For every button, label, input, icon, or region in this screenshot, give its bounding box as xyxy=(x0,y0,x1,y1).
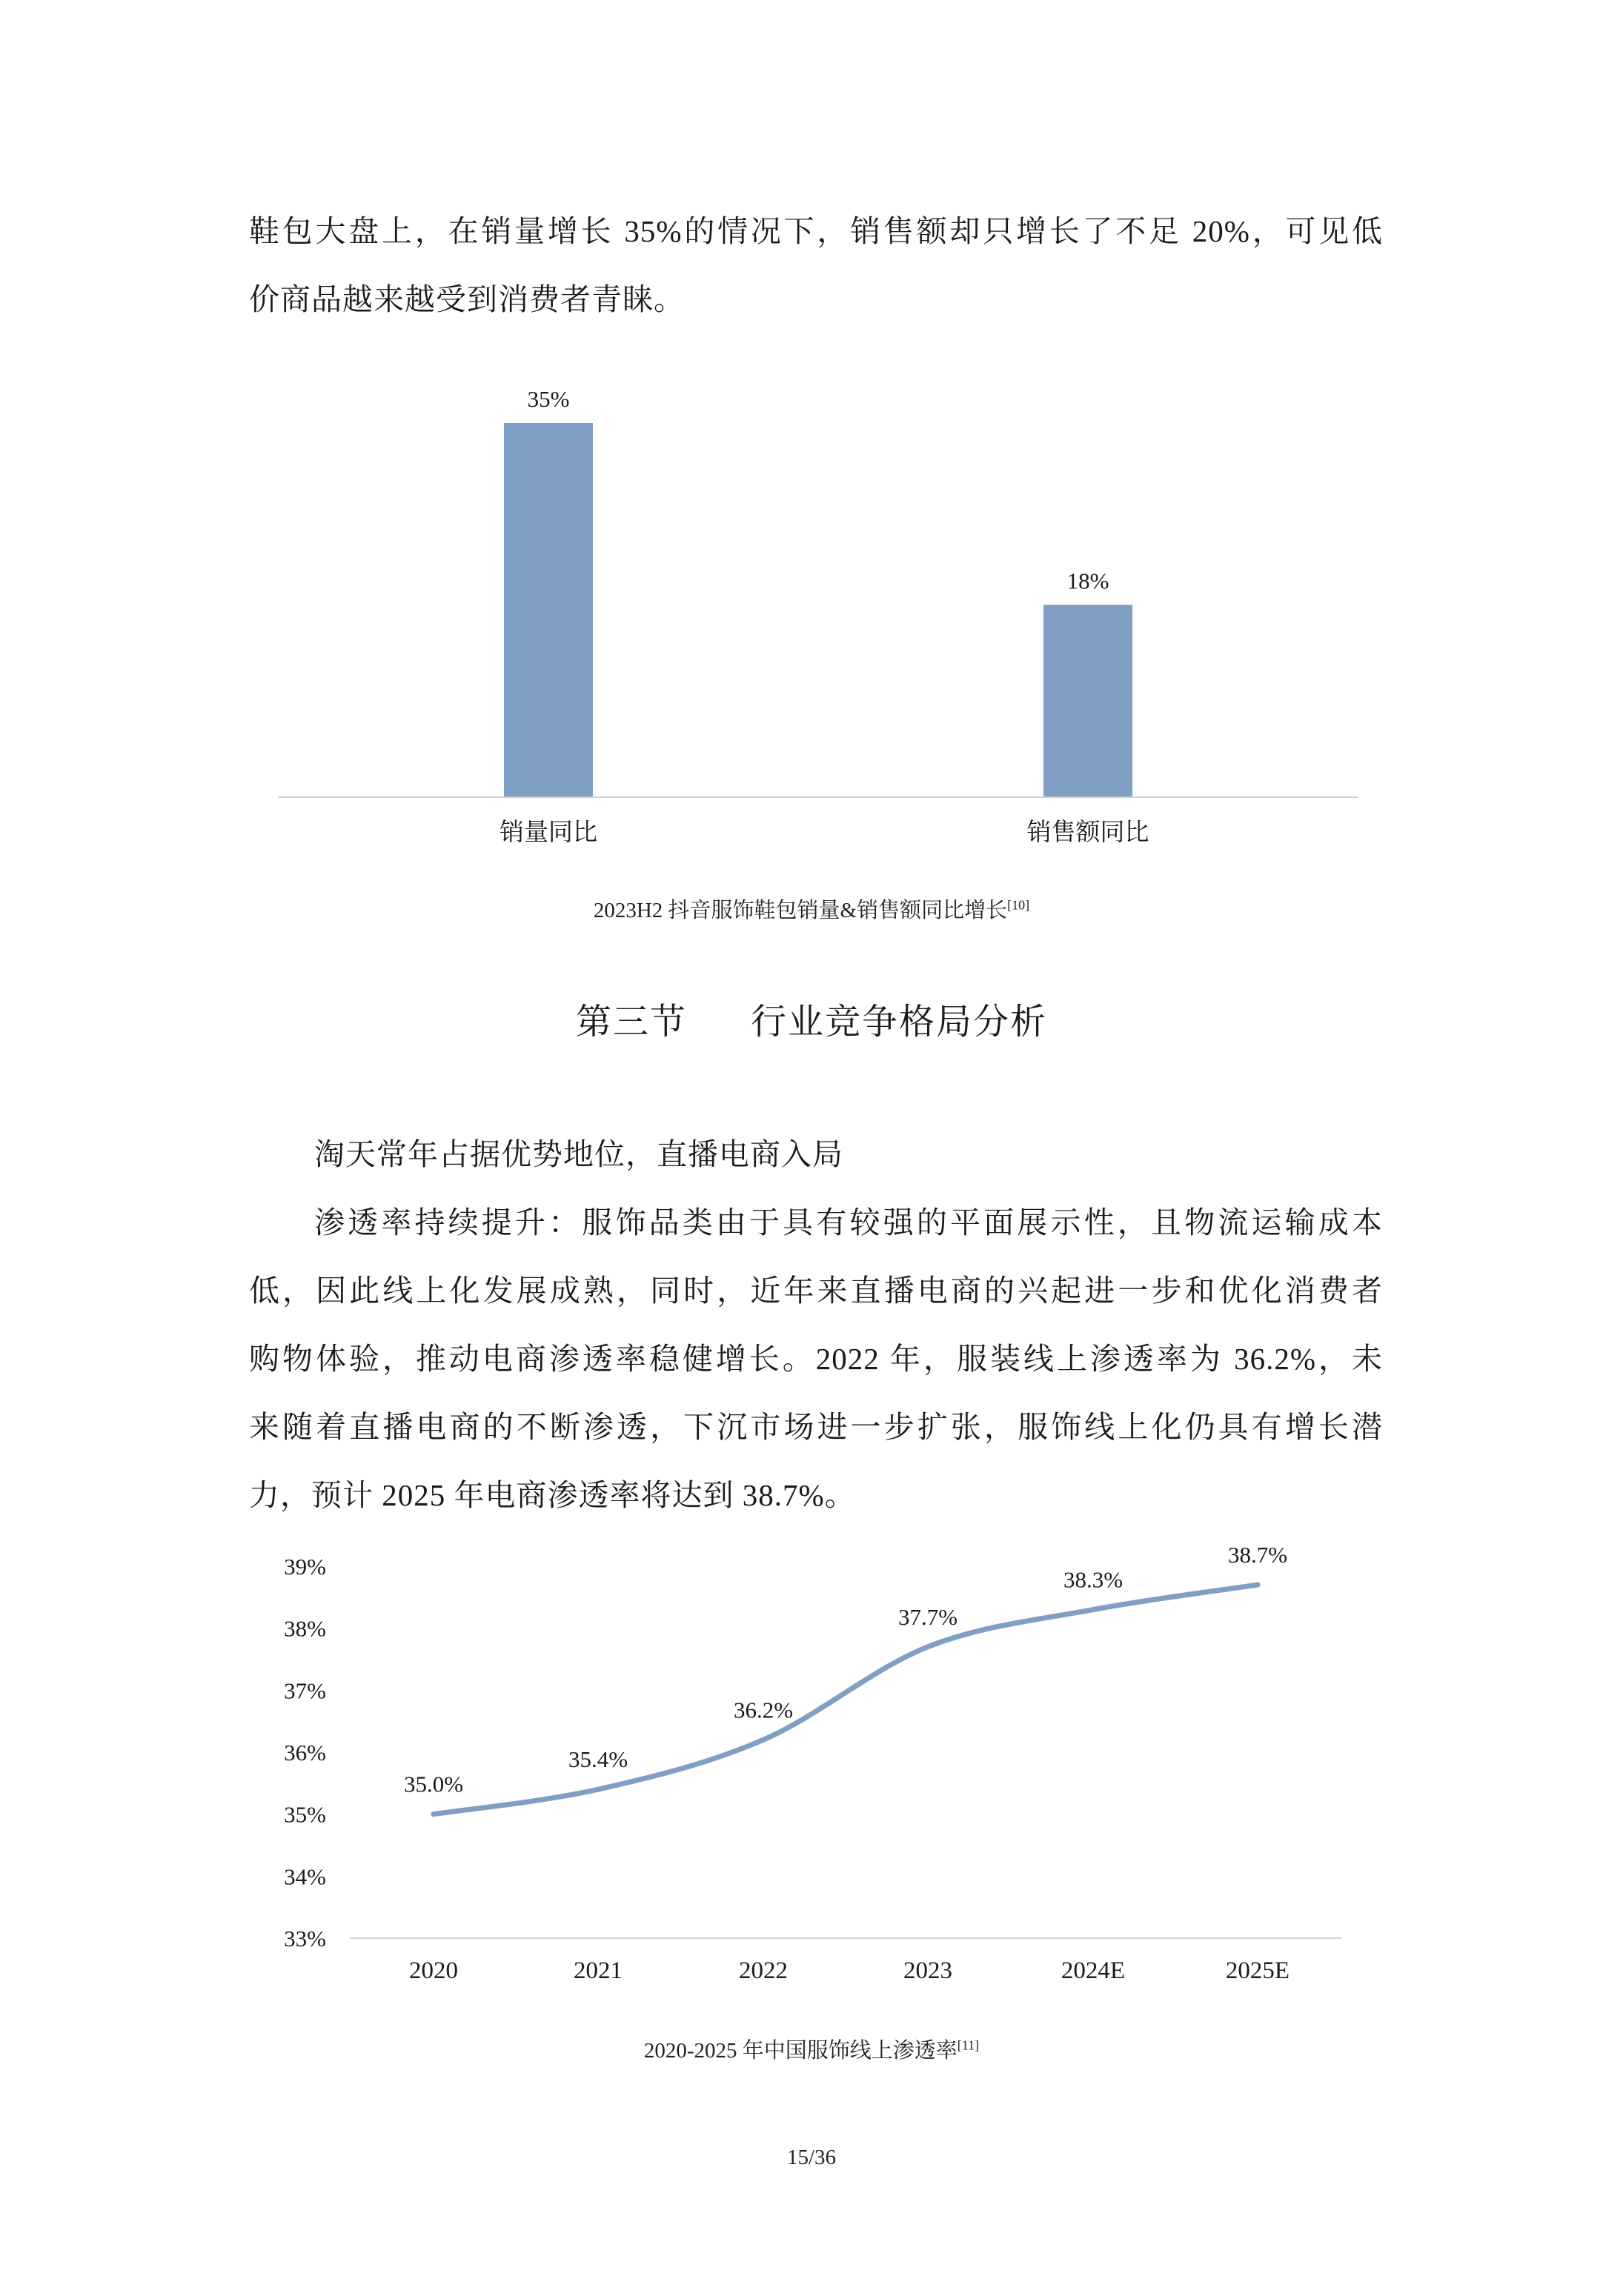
x-tick-label: 2023 xyxy=(903,1957,952,1984)
data-point xyxy=(1255,1583,1261,1588)
bar-chart-caption-text: 2023H2 抖音服饰鞋包销量&销售额同比增长 xyxy=(593,899,1008,922)
line-chart-caption xyxy=(0,2034,1623,2064)
x-tick-label: 2024E xyxy=(1061,1957,1126,1984)
y-tick-label: 37% xyxy=(284,1677,326,1704)
point-data-label: 35.0% xyxy=(403,1771,464,1797)
point-data-label: 37.7% xyxy=(897,1603,958,1630)
line-chart-caption-ref: [11] xyxy=(957,2037,980,2053)
body-paragraph-line: 力，预计 2025 年电商渗透率将达到 38.7%。 xyxy=(249,1478,856,1512)
bar-data-label: 35% xyxy=(527,386,570,412)
data-point xyxy=(596,1787,601,1792)
body-paragraph-line: 低，因此线上化发展成熟，同时，近年来直播电商的兴起进一步和优化消费者 xyxy=(249,1274,1383,1308)
y-tick-label: 35% xyxy=(284,1801,326,1828)
y-tick-label: 34% xyxy=(284,1863,326,1890)
bar xyxy=(504,423,593,797)
point-data-label: 35.4% xyxy=(568,1746,628,1773)
x-tick-label: 销量同比 xyxy=(499,819,597,846)
bar-chart-svg xyxy=(0,356,1623,874)
section-title-text: 行业竞争格局分析 xyxy=(751,1002,1048,1042)
bar xyxy=(1043,605,1132,797)
line-chart-caption-text: 2020-2025 年中国服饰线上渗透率 xyxy=(643,2039,957,2063)
point-data-label: 38.3% xyxy=(1063,1566,1124,1593)
page-number: 15/36 xyxy=(786,2146,837,2169)
series-line xyxy=(434,1585,1258,1814)
line-chart xyxy=(0,1534,1623,1993)
data-point xyxy=(926,1644,931,1649)
y-tick-label: 33% xyxy=(284,1926,326,1951)
y-tick-label: 39% xyxy=(284,1554,326,1580)
y-tick-label: 38% xyxy=(284,1615,326,1642)
x-tick-label: 2021 xyxy=(574,1957,623,1984)
x-tick-label: 2025E xyxy=(1225,1957,1290,1984)
line-chart-svg xyxy=(0,1534,1623,1993)
x-tick-label: 销售额同比 xyxy=(1026,819,1149,846)
bar-chart xyxy=(0,356,1623,874)
data-point xyxy=(1091,1607,1096,1612)
body-paragraph-line: 价商品越来越受到消费者青睐。 xyxy=(249,282,685,316)
data-point xyxy=(761,1737,766,1743)
data-point xyxy=(431,1811,437,1817)
bar-chart-caption-ref: [10] xyxy=(1007,897,1030,913)
x-tick-label: 2020 xyxy=(409,1957,458,1984)
point-data-label: 38.7% xyxy=(1227,1542,1288,1568)
bar-data-label: 18% xyxy=(1066,568,1109,594)
section-heading xyxy=(0,993,1623,1044)
y-tick-label: 36% xyxy=(284,1740,326,1766)
body-paragraph-line: 购物体验，推动电商渗透率稳健增长。2022 年，服装线上渗透率为 36.2%，未 xyxy=(249,1342,1383,1376)
body-paragraph-line: 渗透率持续提升：服饰品类由于具有较强的平面展示性，且物流运输成本 xyxy=(314,1205,1383,1239)
body-paragraph-line: 鞋包大盘上，在销量增长 35%的情况下，销售额却只增长了不足 20%，可见低 xyxy=(249,214,1383,248)
body-paragraph-line: 来随着直播电商的不断渗透，下沉市场进一步扩张，服饰线上化仍具有增长潜 xyxy=(249,1410,1383,1444)
section-number: 第三节 xyxy=(575,1002,687,1042)
x-tick-label: 2022 xyxy=(739,1957,788,1984)
point-data-label: 36.2% xyxy=(733,1697,794,1723)
subheading-paragraph: 淘天常年占据优势地位，直播电商入局 xyxy=(314,1137,843,1171)
bar-chart-caption xyxy=(0,894,1623,924)
